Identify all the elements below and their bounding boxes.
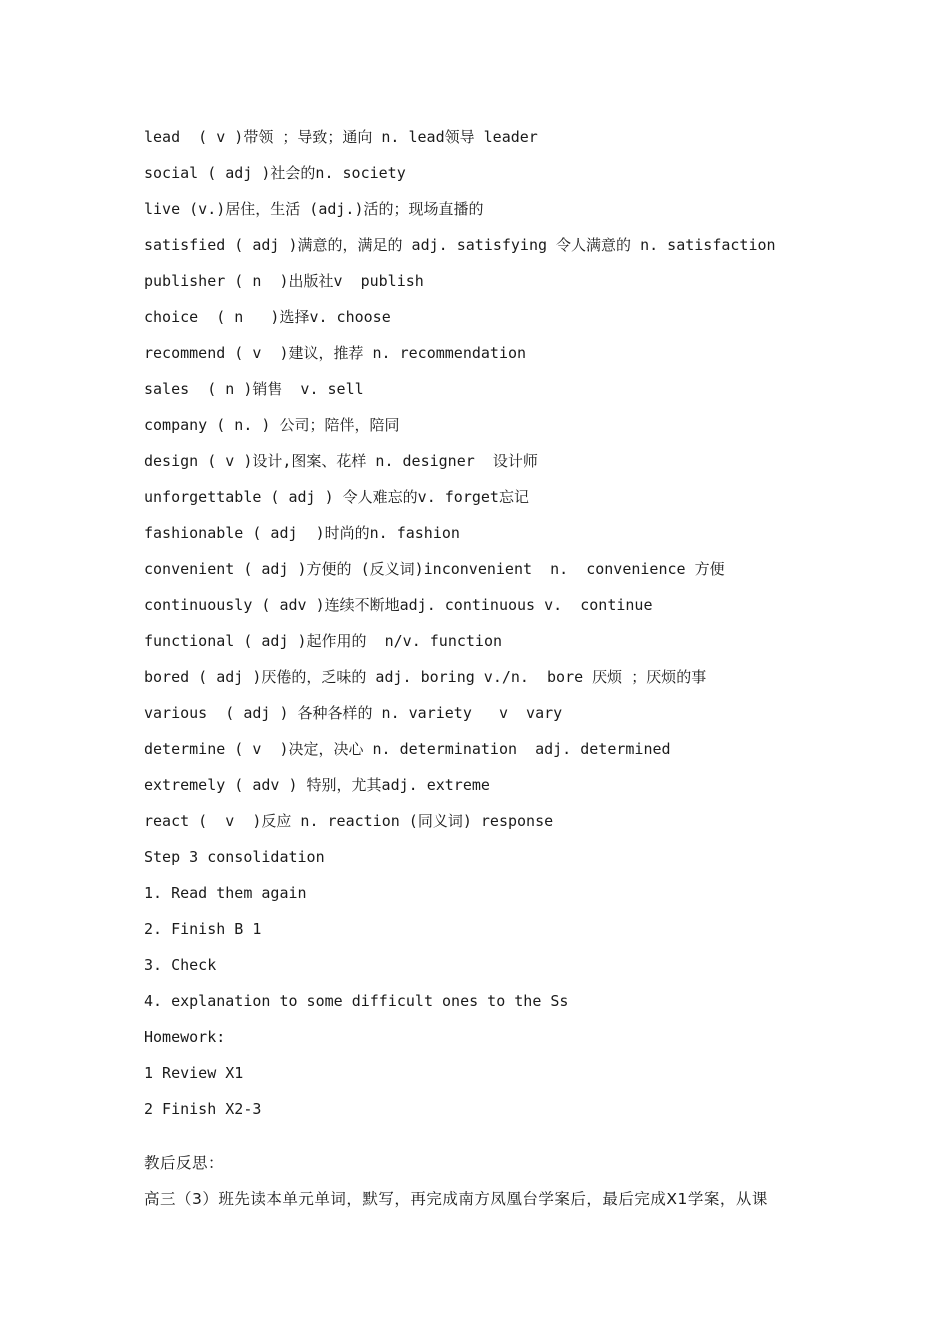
homework-item: 2 Finish X2-3 xyxy=(144,1100,262,1118)
steps-section xyxy=(144,844,844,1024)
vocab-item-extremely: extremely ( adv ) 特别，尤其adj. extreme xyxy=(144,776,490,794)
vocab-item-convenient: convenient ( adj )方便的 (反义词)inconvenient n. convenience 方便 xyxy=(144,560,725,578)
vocab-item-bored: bored ( adj )厌倦的，乏味的 adj. boring v./n. bore 厌烦 ；厌烦的事 xyxy=(144,668,707,686)
reflection-section xyxy=(144,1150,844,1222)
vocab-item-react: react ( v )反应 n. reaction (同义词) response xyxy=(144,812,554,830)
vocab-item-live: live (v.)居住，生活 (adj.)活的；现场直播的 xyxy=(144,200,484,218)
step-item: 1. Read them again xyxy=(144,884,307,902)
vocab-item-lead: lead ( v )带领 ；导致；通向 n. lead领导 leader xyxy=(144,128,538,146)
step-item: 4. explanation to some difficult ones to the Ss xyxy=(144,992,569,1010)
step-item: 2. Finish B 1 xyxy=(144,920,262,938)
homework-section xyxy=(144,1024,844,1132)
section-spacer xyxy=(144,1132,844,1150)
reflection-heading: 教后反思： xyxy=(144,1154,225,1172)
reflection-text: 高三（3）班先读本单元单词，默写，再完成南方凤凰台学案后，最后完成X1学案，从课 xyxy=(144,1190,768,1208)
step-heading: Step 3 consolidation xyxy=(144,848,325,866)
vocab-item-choice: choice ( n )选择v. choose xyxy=(144,308,391,326)
vocab-item-fashionable: fashionable ( adj )时尚的n. fashion xyxy=(144,524,460,542)
vocab-item-company: company ( n. ) 公司；陪伴，陪同 xyxy=(144,416,400,434)
vocab-item-recommend: recommend ( v )建议，推荐 n. recommendation xyxy=(144,344,527,362)
vocab-item-satisfied: satisfied ( adj )满意的，满足的 adj. satisfying 令人满意的 n. satisfaction xyxy=(144,236,776,254)
vocab-item-unforgettable: unforgettable ( adj ) 令人难忘的v. forget忘记 xyxy=(144,488,529,506)
vocab-item-social: social ( adj )社会的n. society xyxy=(144,164,406,182)
vocab-item-functional: functional ( adj )起作用的 n/v. function xyxy=(144,632,503,650)
vocab-item-various: various ( adj ) 各种各样的 n. variety v vary xyxy=(144,704,563,722)
vocab-item-continuously: continuously ( adv )连续不断地adj. continuous v. continue xyxy=(144,596,653,614)
vocab-item-design: design ( v )设计,图案、花样 n. designer 设计师 xyxy=(144,452,538,470)
step-item: 3. Check xyxy=(144,956,217,974)
document-body xyxy=(144,124,844,1222)
vocab-item-publisher: publisher ( n )出版社v publish xyxy=(144,272,424,290)
vocab-list xyxy=(144,124,844,844)
vocab-item-determine: determine ( v )决定，决心 n. determination adj. determined xyxy=(144,740,671,758)
homework-heading: Homework: xyxy=(144,1028,226,1046)
vocab-item-sales: sales ( n )销售 v. sell xyxy=(144,380,364,398)
homework-item: 1 Review X1 xyxy=(144,1064,244,1082)
